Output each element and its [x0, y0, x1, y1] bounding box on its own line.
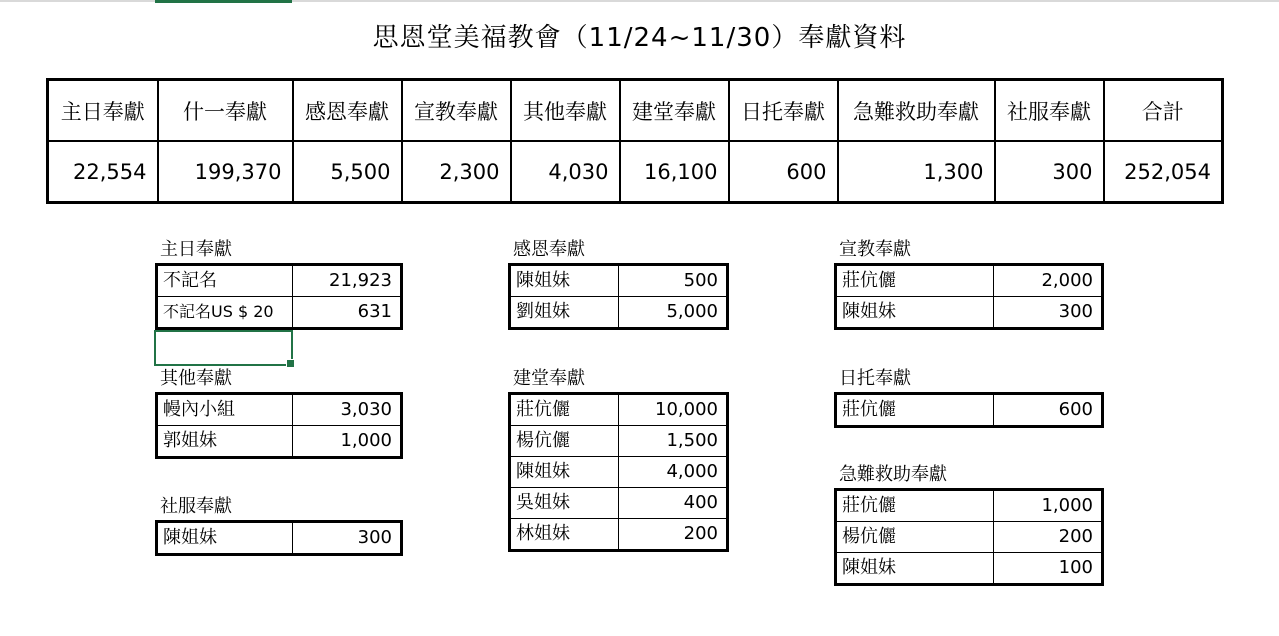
table-row: [157, 394, 402, 426]
amount-cell[interactable]: 600: [994, 394, 1103, 427]
group-table: [834, 488, 1104, 586]
amount-cell[interactable]: 4,000: [619, 457, 728, 488]
summary-value-cell[interactable]: 300: [995, 141, 1104, 203]
amount-cell[interactable]: 1,000: [994, 490, 1103, 522]
donor-name-cell[interactable]: 楊伉儷: [510, 426, 619, 457]
group-daycare: [834, 367, 1104, 428]
group-other: [155, 367, 403, 459]
donor-name-cell[interactable]: 陳姐妹: [157, 522, 293, 555]
donor-name-cell[interactable]: 莊伉儷: [836, 490, 994, 522]
donor-name-cell[interactable]: 陳姐妹: [836, 553, 994, 585]
table-row: [510, 519, 728, 551]
group-table: [155, 392, 403, 459]
group-relief: [834, 463, 1104, 586]
summary-header-cell[interactable]: 主日奉獻: [48, 80, 158, 142]
group-label: 建堂奉獻: [513, 368, 585, 389]
table-row: [157, 297, 402, 329]
group-label: 感恩奉獻: [513, 239, 585, 260]
page-title: 思恩堂美福教會（11/24~11/30）奉獻資料: [372, 23, 907, 53]
amount-cell[interactable]: 200: [994, 522, 1103, 553]
summary-header-cell[interactable]: 日托奉獻: [729, 80, 838, 142]
table-row: [510, 426, 728, 457]
amount-cell[interactable]: 5,000: [619, 297, 728, 329]
table-row: [510, 265, 728, 297]
amount-cell[interactable]: 100: [994, 553, 1103, 585]
group-table: [155, 520, 403, 556]
group-table: [155, 263, 403, 330]
amount-cell[interactable]: 300: [293, 522, 402, 555]
donor-name-cell[interactable]: 郭姐妹: [157, 426, 293, 458]
group-sunday: [155, 238, 403, 330]
summary-header-cell[interactable]: 建堂奉獻: [620, 80, 729, 142]
summary-value-cell[interactable]: 22,554: [48, 141, 158, 203]
amount-cell[interactable]: 2,000: [994, 265, 1103, 297]
amount-cell[interactable]: 200: [619, 519, 728, 551]
summary-header-row: [48, 80, 1223, 142]
group-mission: [834, 238, 1104, 330]
table-row: [836, 297, 1103, 329]
donor-name-cell[interactable]: 不記名: [157, 265, 293, 297]
summary-value-cell[interactable]: 1,300: [838, 141, 995, 203]
amount-cell[interactable]: 1,000: [293, 426, 402, 458]
group-building: [508, 367, 729, 552]
group-thanks: [508, 238, 729, 330]
group-service: [155, 495, 403, 556]
donor-name-cell[interactable]: 林姐妹: [510, 519, 619, 551]
donor-name-cell[interactable]: 莊伉儷: [510, 394, 619, 426]
summary-value-cell[interactable]: 16,100: [620, 141, 729, 203]
amount-cell[interactable]: 500: [619, 265, 728, 297]
table-row: [157, 426, 402, 458]
group-label: 主日奉獻: [160, 239, 232, 260]
group-table: [508, 263, 729, 330]
amount-cell[interactable]: 631: [293, 297, 402, 329]
summary-header-cell[interactable]: 急難救助奉獻: [838, 80, 995, 142]
group-label: 急難救助奉獻: [839, 464, 947, 485]
donor-name-cell[interactable]: 莊伉儷: [836, 265, 994, 297]
donor-name-cell[interactable]: 陳姐妹: [510, 265, 619, 297]
summary-value-cell[interactable]: 4,030: [511, 141, 620, 203]
amount-cell[interactable]: 3,030: [293, 394, 402, 426]
table-row: [157, 522, 402, 555]
group-label: 日托奉獻: [839, 368, 911, 389]
donor-name-cell[interactable]: 吳姐妹: [510, 488, 619, 519]
group-label: 社服奉獻: [160, 496, 232, 517]
summary-header-cell[interactable]: 社服奉獻: [995, 80, 1104, 142]
group-table: [834, 392, 1104, 428]
amount-cell[interactable]: 300: [994, 297, 1103, 329]
summary-value-cell[interactable]: 199,370: [158, 141, 293, 203]
active-column-indicator: [155, 0, 292, 3]
table-row: [510, 394, 728, 426]
donor-name-cell[interactable]: 不記名US $ 20: [157, 297, 293, 329]
table-row: [510, 297, 728, 329]
summary-value-row: [48, 141, 1223, 203]
summary-value-cell[interactable]: 600: [729, 141, 838, 203]
table-row: [836, 522, 1103, 553]
table-row: [510, 457, 728, 488]
group-table: [508, 392, 729, 552]
summary-header-cell[interactable]: 什一奉獻: [158, 80, 293, 142]
donor-name-cell[interactable]: 陳姐妹: [836, 297, 994, 329]
summary-header-cell[interactable]: 合計: [1104, 80, 1223, 142]
donor-name-cell[interactable]: 劉姐妹: [510, 297, 619, 329]
summary-header-cell[interactable]: 宣教奉獻: [402, 80, 511, 142]
table-row: [510, 488, 728, 519]
group-label: 其他奉獻: [160, 368, 232, 389]
table-row: [836, 394, 1103, 427]
group-label: 宣教奉獻: [839, 239, 911, 260]
summary-header-cell[interactable]: 其他奉獻: [511, 80, 620, 142]
summary-table: [46, 78, 1224, 204]
table-row: [836, 553, 1103, 585]
summary-value-cell[interactable]: 2,300: [402, 141, 511, 203]
donor-name-cell[interactable]: 陳姐妹: [510, 457, 619, 488]
amount-cell[interactable]: 10,000: [619, 394, 728, 426]
summary-value-cell[interactable]: 252,054: [1104, 141, 1223, 203]
amount-cell[interactable]: 1,500: [619, 426, 728, 457]
group-table: [834, 263, 1104, 330]
summary-value-cell[interactable]: 5,500: [293, 141, 402, 203]
donor-name-cell[interactable]: 幔內小組: [157, 394, 293, 426]
table-row: [836, 490, 1103, 522]
table-row: [836, 265, 1103, 297]
summary-header-cell[interactable]: 感恩奉獻: [293, 80, 402, 142]
amount-cell[interactable]: 400: [619, 488, 728, 519]
amount-cell[interactable]: 21,923: [293, 265, 402, 297]
table-row: [157, 265, 402, 297]
selected-cell[interactable]: [154, 330, 293, 366]
donor-name-cell[interactable]: 楊伉儷: [836, 522, 994, 553]
donor-name-cell[interactable]: 莊伉儷: [836, 394, 994, 427]
